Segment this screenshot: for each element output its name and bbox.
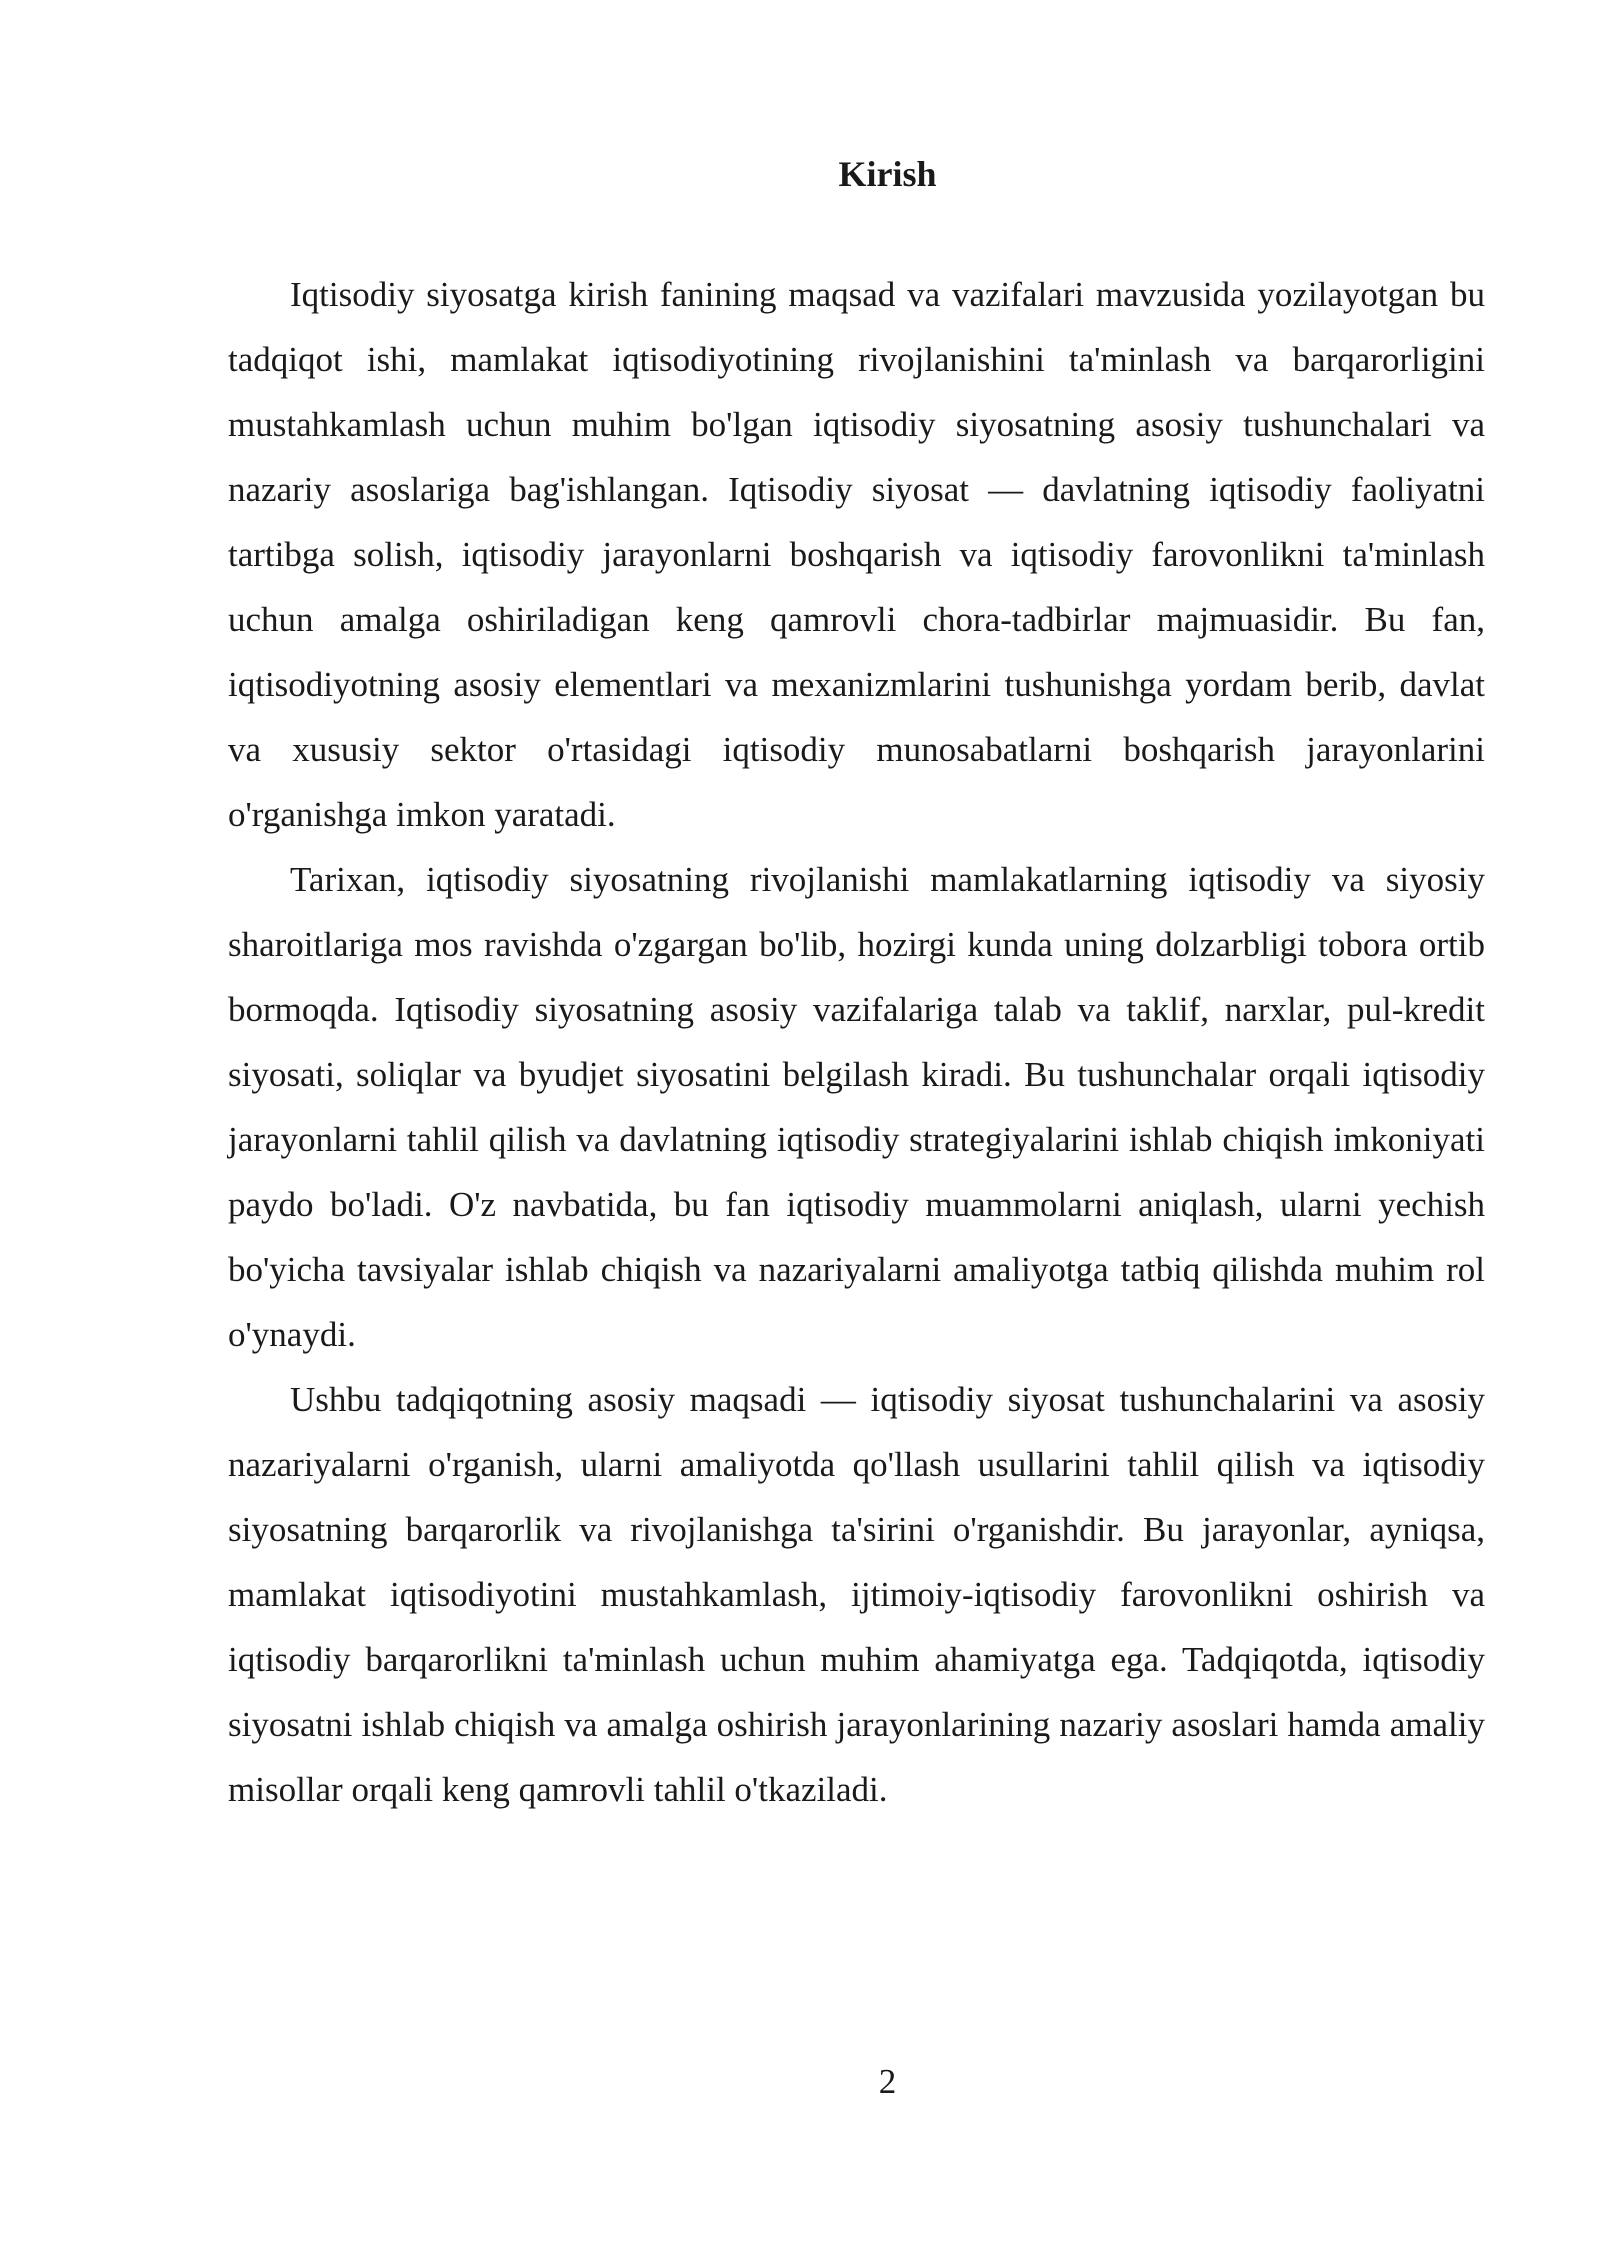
paragraph: Iqtisodiy siyosatga kirish fanining maqsad va vazifalari mavzusida yozilayotgan bu tadqiqot ishi, mamlakat iqtisodiyotining rivojlanishini ta'minlash va barqarorligini mustahkamlash uchun muhim bo'lgan iqtisodiy siyosatning asosiy tushunchalari va nazariy asoslariga bag'ishlangan. Iqtisodiy siyosat — davlatning iqtisodiy faoliyatni tartibga solish, iqtisodiy jarayonlarni boshqarish va iqtisodiy farovonlikni ta'minlash uchun amalga oshiriladigan keng qamrovli chora-tadbirlar majmuasidir. Bu fan, iqtisodiyotning asosiy elementlari va mexanizmlarini tushunishga yordam berib, davlat va xususiy sektor o'rtasidagi iqtisodiy munosabatlarni boshqarish jarayonlarini o'rganishga imkon yaratadi.: [228, 275, 1485, 834]
body-text: [228, 262, 1485, 1822]
page-number: 2: [878, 2062, 897, 2101]
section-heading: Kirish: [838, 154, 937, 194]
paragraph: Tarixan, iqtisodiy siyosatning rivojlanishi mamlakatlarning iqtisodiy va siyosiy sharoitlariga mos ravishda o'zgargan bo'lib, hozirgi kunda uning dolzarbligi tobora ortib bormoqda. Iqtisodiy siyosatning asosiy vazifalariga talab va taklif, narxlar, pul-kredit siyosati, soliqlar va byudjet siyosatini belgilash kiradi. Bu tushunchalar orqali iqtisodiy jarayonlarni tahlil qilish va davlatning iqtisodiy strategiyalarini ishlab chiqish imkoniyati paydo bo'ladi. O'z navbatida, bu fan iqtisodiy muammolarni aniqlash, ularni yechish bo'yicha tavsiyalar ishlab chiqish va nazariyalarni amaliyotga tatbiq qilishda muhim rol o'ynaydi.: [228, 860, 1485, 1354]
paragraph: Ushbu tadqiqotning asosiy maqsadi — iqtisodiy siyosat tushunchalarini va asosiy nazariyalarni o'rganish, ularni amaliyotda qo'llash usullarini tahlil qilish va iqtisodiy siyosatning barqarorlik va rivojlanishga ta'sirini o'rganishdir. Bu jarayonlar, ayniqsa, mamlakat iqtisodiyotini mustahkamlash, ijtimoiy-iqtisodiy farovonlikni oshirish va iqtisodiy barqarorlikni ta'minlash uchun muhim ahamiyatga ega. Tadqiqotda, iqtisodiy siyosatni ishlab chiqish va amalga oshirish jarayonlarining nazariy asoslari hamda amaliy misollar orqali keng qamrovli tahlil o'tkaziladi.: [228, 1380, 1485, 1809]
